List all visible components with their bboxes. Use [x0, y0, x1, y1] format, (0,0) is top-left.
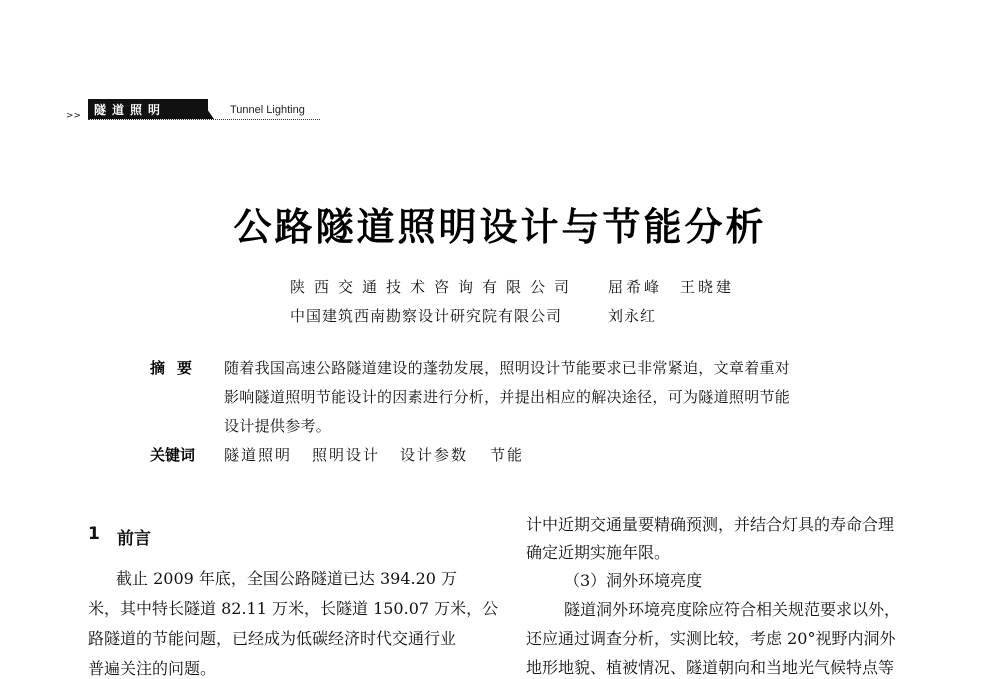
body-line: 地形地貌、植被情况、隧道朝向和当地光气候特点等	[526, 658, 895, 677]
subsection-heading: （3）洞外环境亮度	[564, 571, 703, 590]
affiliation-org-1: 陕西交通技术咨询有限公司	[290, 278, 579, 296]
section-tag-divider	[88, 119, 320, 121]
body-line: 普遍关注的问题。	[88, 659, 217, 678]
body-line: 确定近期实施年限。	[526, 543, 671, 562]
body-line: 路隧道的节能问题，已经成为低碳经济时代交通行业	[88, 629, 457, 648]
body-line: 米，其中特长隧道 82.11 万米，长隧道 150.07 万米，公	[88, 599, 499, 618]
keyword: 照明设计	[312, 446, 381, 464]
affiliation-authors-1: 屈希峰 王晓建	[608, 278, 735, 296]
section-number: 1	[88, 524, 100, 544]
body-line: 截止 2009 年底，全国公路隧道已达 394.20 万	[116, 569, 458, 588]
abstract-line: 影响隧道照明节能设计的因素进行分析，并提出相应的解决途径，可为隧道照明节能	[224, 388, 791, 406]
abstract-line: 设计提供参考。	[224, 417, 332, 435]
keywords-label: 关键词	[150, 446, 196, 464]
keyword: 设计参数	[400, 446, 469, 464]
article-title: 公路隧道照明设计与节能分析	[233, 205, 767, 249]
section-heading: 前言	[117, 529, 151, 549]
body-line: 隧道洞外环境亮度除应符合相关规范要求以外，	[564, 600, 901, 619]
abstract-label: 摘要	[150, 359, 205, 377]
section-tag-english: Tunnel Lighting	[230, 104, 305, 116]
header-arrows-icon: >>	[66, 111, 82, 121]
body-line: 计中近期交通量要精确预测，并结合灯具的寿命合理	[526, 515, 895, 534]
section-tag-label: 隧道照明	[94, 103, 167, 117]
abstract-line: 随着我国高速公路隧道建设的蓬勃发展，照明设计节能要求已非常紧迫，文章着重对	[224, 359, 791, 377]
section-tag-bar-tail	[200, 99, 214, 119]
affiliation-authors-2: 刘永红	[608, 307, 657, 325]
keyword: 节能	[490, 446, 525, 464]
body-line: 还应通过调查分析，实测比较，考虑 20°视野内洞外	[526, 629, 896, 648]
affiliation-org-2: 中国建筑西南勘察设计研究院有限公司	[290, 307, 563, 325]
keyword: 隧道照明	[224, 446, 293, 464]
